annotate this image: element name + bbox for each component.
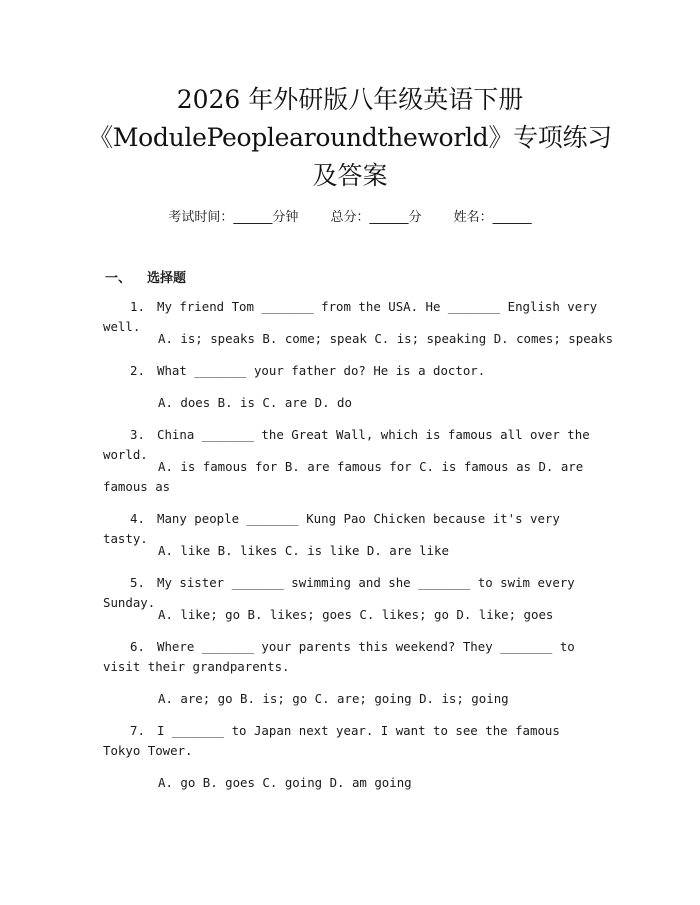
section-heading — [105, 267, 186, 286]
section-number: 一、 — [105, 271, 132, 286]
question-number: 3. — [130, 427, 145, 442]
question-number: 1. — [130, 299, 145, 314]
exam-info — [0, 206, 700, 225]
question-text: Many people _______ Kung Pao Chicken because it's very tasty. — [103, 511, 560, 546]
question-text: Where _______ your parents this weekend? They _______ to visit their grandparents. — [103, 639, 575, 674]
question-text: My sister _______ swimming and she _______ to swim every Sunday. — [103, 575, 575, 610]
title-line-2: 《ModulePeoplearoundtheworld》专项练习 — [88, 123, 612, 152]
question-7 — [103, 721, 603, 761]
question-5-options: A. like; go B. likes; goes C. likes; go D. like; goes — [158, 607, 554, 622]
question-4-options: A. like B. likes C. is like D. are like — [158, 543, 449, 558]
question-3-options: A. is famous for B. are famous for C. is famous as D. are famous as — [103, 459, 584, 494]
exam-time: 考试时间：______分钟 — [168, 210, 299, 225]
question-number: 7. — [130, 723, 145, 738]
question-6 — [103, 637, 603, 677]
question-6-options: A. are; go B. is; go C. are; going D. is; going — [158, 691, 509, 706]
question-1-options: A. is; speaks B. come; speak C. is; speaking D. comes; speaks — [158, 331, 614, 346]
title-line-1: 2026 年外研版八年级英语下册 — [176, 85, 524, 114]
question-2 — [103, 361, 603, 381]
question-text: What _______ your father do? He is a doctor. — [157, 363, 486, 378]
section-label: 选择题 — [147, 271, 187, 286]
question-number: 5. — [130, 575, 145, 590]
question-2-options: A. does B. is C. are D. do — [158, 395, 352, 410]
question-number: 4. — [130, 511, 145, 526]
question-7-options: A. go B. goes C. going D. am going — [158, 775, 412, 790]
question-number: 6. — [130, 639, 145, 654]
question-number: 2. — [130, 363, 145, 378]
question-text: My friend Tom _______ from the USA. He _______ English very well. — [103, 299, 598, 334]
exam-score: 总分：______分 — [330, 210, 422, 225]
question-text: China _______ the Great Wall, which is famous all over the world. — [103, 427, 590, 462]
title-line-3: 及答案 — [312, 161, 388, 190]
student-name: 姓名：______ — [453, 210, 532, 225]
question-text: I _______ to Japan next year. I want to see the famous Tokyo Tower. — [103, 723, 560, 758]
